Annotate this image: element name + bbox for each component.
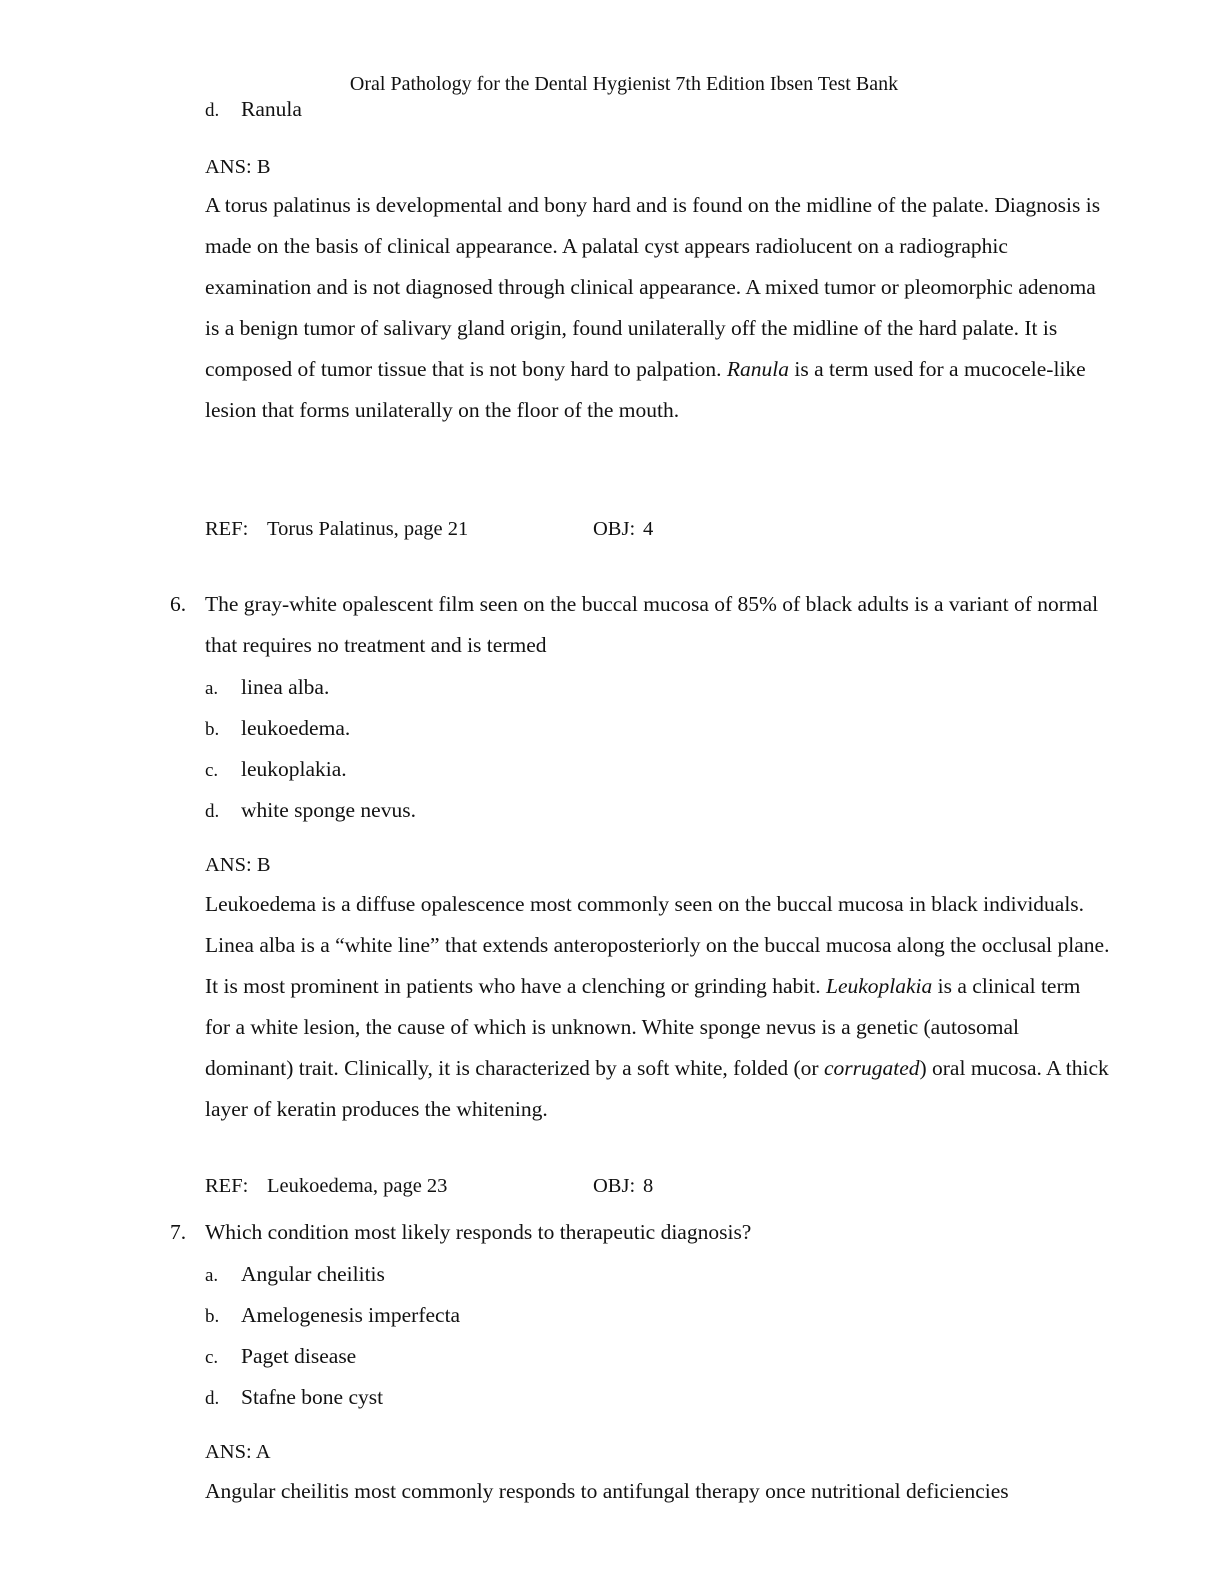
- option-text: leukoedema.: [241, 716, 351, 740]
- rationale-italic-term: corrugated: [823, 1056, 920, 1080]
- option-letter: c.: [205, 760, 219, 781]
- q5-option-d: [205, 94, 302, 126]
- option-text: Angular cheilitis: [241, 1262, 385, 1286]
- rationale-text: ) oral mucosa. A thick layer of keratin produces the whitening.: [205, 1056, 1109, 1121]
- question-number: 7.: [170, 1220, 187, 1244]
- q6-answer: ANS: B: [205, 854, 271, 876]
- q6-option-b: [205, 713, 350, 745]
- obj-label: OBJ:: [593, 1175, 636, 1197]
- q7-option-c: [205, 1341, 356, 1373]
- option-text: leukoplakia.: [241, 757, 347, 781]
- rationale-text: Leukoedema is a diffuse opalescence most commonly seen on the buccal mucosa in black individuals. Linea alba is a “white line” that extends anteroposteriorly on the buccal mucosa along the occlusal plane. It is most prominent in patients who have a clenching or grinding habit.: [205, 892, 1110, 998]
- q7-stem: [170, 1212, 1110, 1253]
- ref-label: REF:: [205, 1175, 249, 1197]
- q5-reference-row: [205, 514, 654, 544]
- question-number: 6.: [170, 592, 187, 616]
- option-text: Stafne bone cyst: [241, 1385, 384, 1409]
- obj-value: 8: [643, 1175, 654, 1197]
- ref-label: REF:: [205, 518, 249, 540]
- q5-rationale: [205, 185, 1110, 431]
- rationale-text: is a term used for a mucocele-like lesion that forms unilaterally on the floor of the mouth.: [205, 357, 1086, 422]
- option-letter: d.: [205, 801, 220, 822]
- q6-option-d: [205, 795, 416, 827]
- q7-rationale: Angular cheilitis most commonly responds to antifungal therapy once nutritional deficiencies: [205, 1479, 1009, 1503]
- option-text: Ranula: [241, 97, 302, 121]
- rationale-italic-term: Ranula: [726, 357, 790, 381]
- q5-answer: ANS: B: [205, 156, 271, 178]
- q6-rationale: [205, 884, 1110, 1130]
- q7-option-b: [205, 1300, 460, 1332]
- ref-value: Torus Palatinus, page 21: [267, 518, 469, 540]
- q7-answer: ANS: A: [205, 1441, 271, 1463]
- q7-option-a: [205, 1259, 385, 1291]
- option-text: linea alba.: [241, 675, 330, 699]
- obj-value: 4: [643, 518, 654, 540]
- option-letter: d.: [205, 100, 220, 121]
- q6-objective: [593, 1171, 653, 1201]
- option-letter: b.: [205, 1306, 220, 1327]
- q7-option-d: [205, 1382, 383, 1414]
- q6-option-c: [205, 754, 347, 786]
- option-letter: c.: [205, 1347, 219, 1368]
- q5-objective: [593, 514, 653, 544]
- option-text: white sponge nevus.: [241, 798, 416, 822]
- option-letter: a.: [205, 678, 219, 699]
- q6-stem: [170, 584, 1110, 666]
- q6-option-a: [205, 672, 329, 704]
- rationale-text: is a clinical term for a white lesion, the cause of which is unknown. White sponge nevus is a genetic (autosomal dominant) trait. Clinically, it is characterized by a soft white, folded (or: [205, 974, 1081, 1080]
- q6-reference-row: [205, 1171, 654, 1201]
- obj-label: OBJ:: [593, 518, 636, 540]
- question-text: The gray-white opalescent film seen on the buccal mucosa of 85% of black adults is a variant of normal that requires no treatment and is termed: [205, 592, 1099, 657]
- rationale-italic-term: Leukoplakia: [826, 974, 933, 998]
- option-letter: d.: [205, 1388, 220, 1409]
- option-text: Amelogenesis imperfecta: [241, 1303, 461, 1327]
- ref-value: Leukoedema, page 23: [267, 1175, 448, 1197]
- option-letter: b.: [205, 719, 220, 740]
- question-text: Which condition most likely responds to therapeutic diagnosis?: [205, 1220, 752, 1244]
- option-text: Paget disease: [241, 1344, 357, 1368]
- page-header-title: Oral Pathology for the Dental Hygienist 7th Edition Ibsen Test Bank: [349, 73, 899, 95]
- rationale-text: A torus palatinus is developmental and bony hard and is found on the midline of the palate. Diagnosis is made on the basis of clinical appearance. A palatal cyst appears radiolucent on a radiographic examination and is not diagnosed through clinical appearance. A mixed tumor or pleomorphic adenoma is a benign tumor of salivary gland origin, found unilaterally off the midline of the hard palate. It is composed of tumor tissue that is not bony hard to palpation.: [205, 193, 1101, 381]
- option-letter: a.: [205, 1265, 219, 1286]
